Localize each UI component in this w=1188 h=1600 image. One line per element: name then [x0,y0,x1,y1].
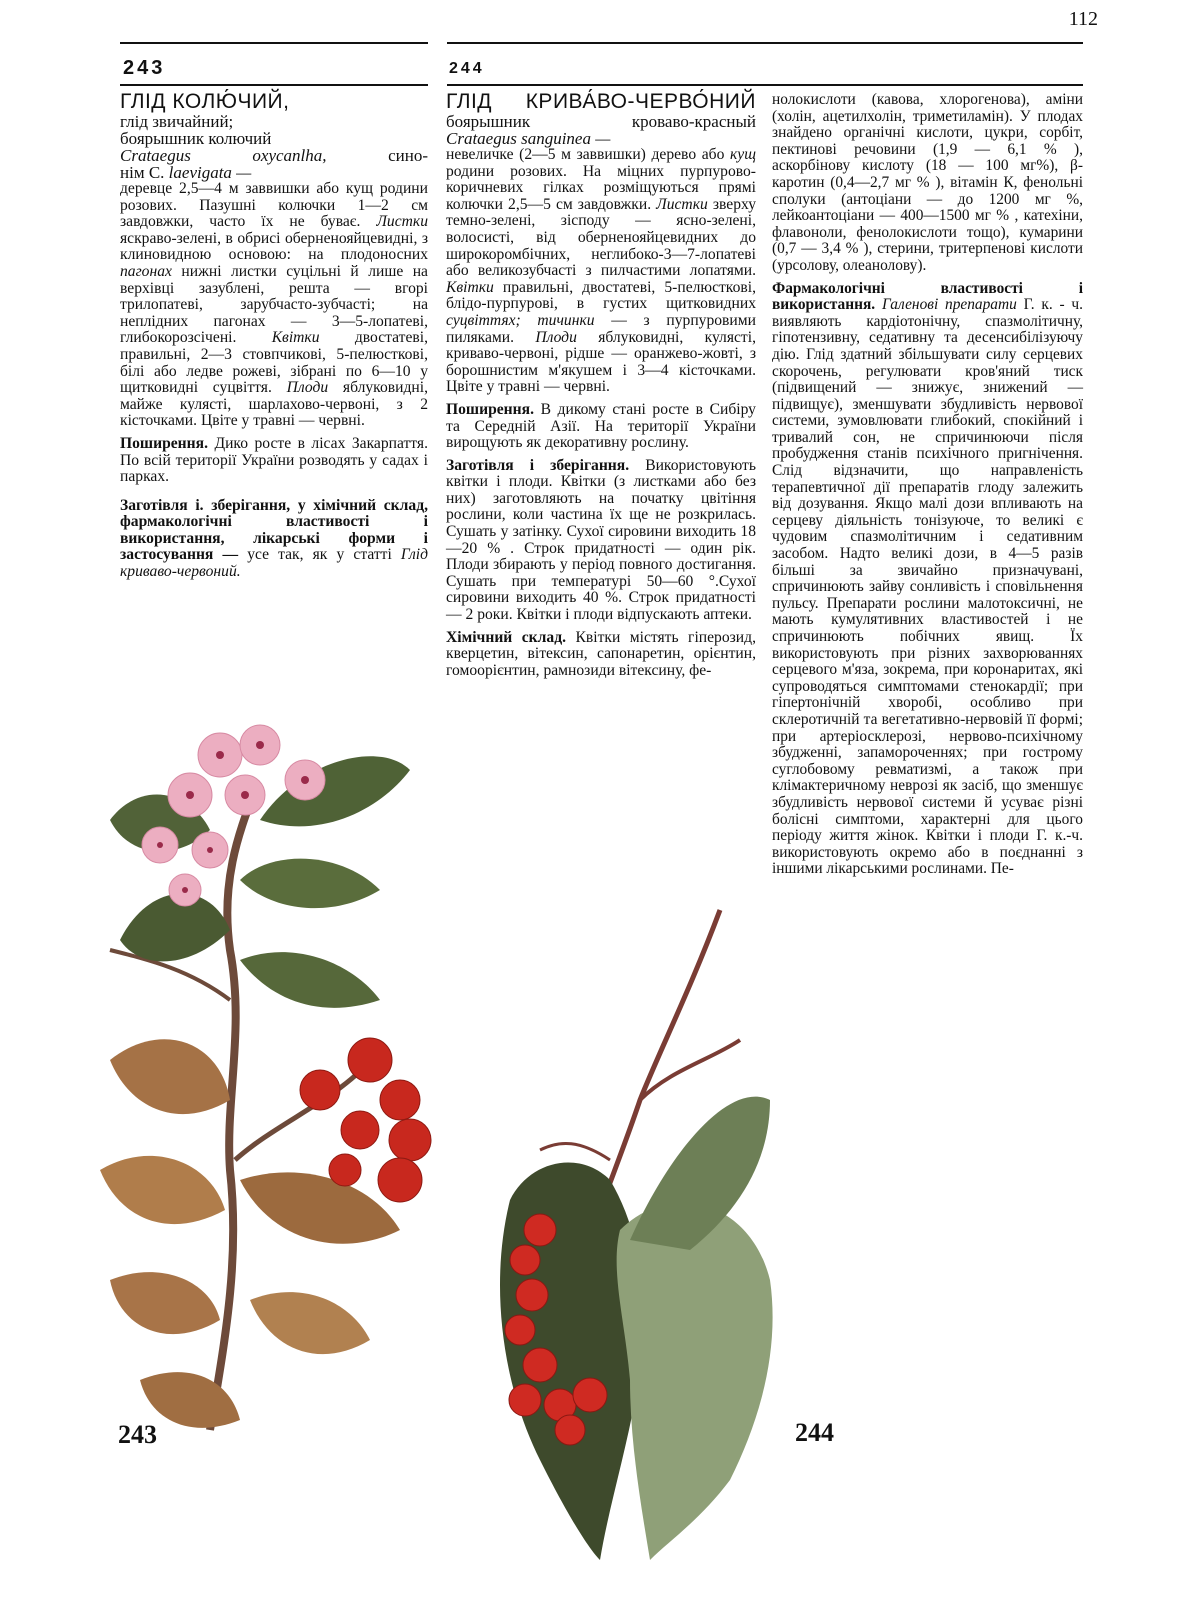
section-heading: Фармакологічні властивості і використання. [772,279,1083,314]
distribution-243 [120,436,428,486]
page-number: 112 [1068,8,1098,30]
latin-synonym [120,164,428,181]
entry-number-243: 243 [123,57,166,79]
title-word: КРИВА́ВО-ЧЕРВО́НИЙ [525,90,756,113]
section-text: усе так, як у статті [247,546,392,564]
term-fruits: Плоди [286,379,329,397]
synonym-word: сино- [388,146,428,165]
synonym-latin: laevigata — [168,163,252,182]
desc-text: яскраво-зелені, в обрисі оберненояйцевидні, з клиновидною основою: на плодоносних [120,229,428,264]
synonym-prefix: нім С. [120,163,165,182]
section-heading: Заготівля і. зберігання, у хімічний склад, фармакологічні властивості і використання, лікарські форми і застосування — [120,496,428,564]
illustration-hawthorn-243 [80,700,480,1440]
synonym-part: кроваво-красный [631,112,756,131]
column-243 [120,90,428,587]
synonym-ua: глід звичайний; [120,112,234,131]
synonym-ru-244 [446,113,756,130]
column-244 [446,90,756,685]
chemistry-continued: нолокислоти (кавова, хлорогенова), аміни (холін, ацетилхолін, триметиламін). У плодах знайдено органічні кислоти, цукри, сорбіт, пектинові речовини (1,9 — 6,1 % ), аскорбінову кислоту (18 — 100 мг%), β-каротин (0,4—2,7 мг % ), вітамін К, фенольні сполуки (антоціани — до 1200 мг %, лейкоантоціани — 400—1500 мг % , катехіни, флавоноли, фенолокислоти тощо), кумарини (0,7 — 3,4 % ), стерини, тритерпенові кислоти (урсолову, олеанолову). [772,91,1083,274]
entry-title-243: ГЛІД КОЛЮ́ЧИЙ, [120,90,290,113]
entry-number-244: 244 [449,60,485,77]
desc-text: невеличке (2—5 м заввишки) дерево або [446,146,725,163]
section-heading: Заготівля і зберігання. [446,456,630,474]
section-heading: Поширення. [446,400,534,418]
column-244-continued [772,92,1083,884]
section-text: Г. к. - ч. виявляють кардіотонічну, спазмолітичну, гіпотензивну, седативну та десенсибілізуючу дію. Глід здатний збільшувати силу серцевих скорочень, регулювати кров'яний тиск (підвищений — знижує, знижений — підвищує), зменшувати збудливість нервової системи, зумовлювати глибокий, спокійний і тривалий сон, не спричинюючи після пробудження станів психічного пригнічення. Слід відзначити, що направленість терапевтичної дії препаратів глоду залежить від дозування. Якщо малі дози впливають на серцеву діяльність тонізуюче, то великі є чудовим спазмолітичним і седативним засобом. Надто великі дози, в 4—5 разів більші за звичайно призначувані, спричинюють зайву сонливість і сповільнення пульсу. Препарати рослини малотоксичні, не мають кумулятивних властивостей і не спричинюють побічних явищ. Їх використовують при різних захворюваннях серцевого м'яза, зокрема, при коронаритах, які супроводяться симптомами стенокардії; при гіпертонічній хворобі, особливо при склеротичній та вегетативно-нервовій її формі; при артеріосклерозі, нервово-психічному збудженні, запамороченнях; при гострому суглобовому ревматизмі, а також при клімактеричному неврозі як засіб, що зменшує збудливість нервової системи й усуває різні болісні симптоми, характерні для цього періоду життя жінок. Квітки і плоди Г. к.-ч. використовують окремо або в поєднанні з іншими лікарськими рослинами. Пе- [772,296,1083,878]
title-word: ГЛІД [446,90,493,113]
harvest-244 [446,458,756,624]
desc-text: зверху темно-зелені, зісподу — ясно-зелені, волосисті, від оберненояйцевидних до широкоромбічних, неглибоко-3—7-лопатеві або великозубчасті з пилчастими лопатями. [446,195,757,280]
desc-text: яблуковидні, кулясті, криваво-червоні, рідше — оранжево-жовті, з борошнистим м'якушем і 3—4 кісточками. Цвіте у травні — червні. [446,328,756,396]
cross-reference: Глід криваво-червоний. [120,546,428,581]
term-flowers: Квітки [271,329,320,347]
header-rule-left [120,42,428,44]
term-galenic: Галенові препарати [881,296,1017,314]
section-text: В дикому стані росте в Сибіру та Середній Азії. На території України вирощують як декоративну рослину. [446,400,756,452]
desc-text: яблуковидні, майже кулясті, шарлахово-червоні, з 2 кісточками. Цвіте у травні — червні. [120,379,428,430]
figure-number-244: 244 [795,1418,834,1447]
term-leaves: Листки [376,213,428,231]
description-243 [120,181,428,430]
term-shoots: пагонах [120,262,172,280]
latin-name-244: Crataegus sanguinea — [446,129,611,148]
desc-text: правильні, двостатеві, 5-пелюсткові, блідо-пурпурові, в густих щитковидних [446,278,756,313]
illustration-hawthorn-244 [470,900,790,1560]
latin-genus: Crataegus [120,146,191,165]
desc-text: деревце 2,5—4 м заввишки або кущ родини розових. Пазушні колючки 1—2 см завдовжки, часто їх не буває. [120,180,428,231]
desc-text: двостатеві, правильні, 2—3 стовпчикові, 5-пелюсткові, білі або ледве рожеві, зібрані по 6—10 у щитковидні суцвіття. [120,329,428,397]
synonym-part: боярышник [446,112,531,131]
section-heading: Хімічний склад. [446,628,566,646]
latin-name-row [120,147,428,164]
desc-text: нижні листки суцільні й лише на верхівці зазублені, решта — вгорі трилопатеві, зарубчасто-зубчасті; на неплідних пагонах — 3—5-лопатеві, глибокорозсічені. [120,262,428,347]
section-rule-right [447,84,1083,86]
section-heading: Поширення. [120,434,208,452]
section-rule-left [120,84,428,86]
section-text: Квітки містять гіперозид, кверцетин, вітексин, сапонаретин, орієнтин, гомоорієнтин, рамнозиди вітексину, фе- [446,628,756,679]
section-text: Використовують квітки і плоди. Квітки (з листками або без них) заготовляють на початку цвітіння рослини, коли частина їх ще не розкрилась. Сушать у затінку. Сухої сировини виходить 18—20 % . Строк придатності — один рік. Плоди збирають у період повного достигання. Сушать при температурі 50—60 °.Сухої сировини виходить 40 %. Строк придатності — 2 роки. Квітки і плоди відпускають аптеки. [446,456,756,624]
harvest-243 [120,498,428,581]
term-inflorescence: суцвіттях; тичинки [446,311,595,329]
term-fruits: Плоди [535,328,577,346]
synonym-ru: боярышник колючий [120,129,272,148]
latin-species: oxycanlha, [252,146,327,165]
section-text: Дико росте в лісах Закарпаття. По всій території України розводять у садах і парках. [120,434,428,486]
header-rule-right [447,42,1083,44]
chemistry-244 [446,630,756,680]
pharmacology-244 [772,281,1083,878]
entry-title-244 [446,90,756,113]
term-bush: кущ [729,146,756,163]
desc-text: — з пурпуровими пиляками. [446,311,756,346]
desc-text: родини розових. На міцних пурпурово-коричневих гілках розміщуються прямі колючки 2,5—5 см завдовжки. [446,162,756,213]
term-flowers: Квітки [446,278,494,296]
distribution-244 [446,402,756,452]
term-leaves: Листки [656,195,708,213]
figure-number-243: 243 [118,1420,157,1449]
description-244 [446,147,756,396]
